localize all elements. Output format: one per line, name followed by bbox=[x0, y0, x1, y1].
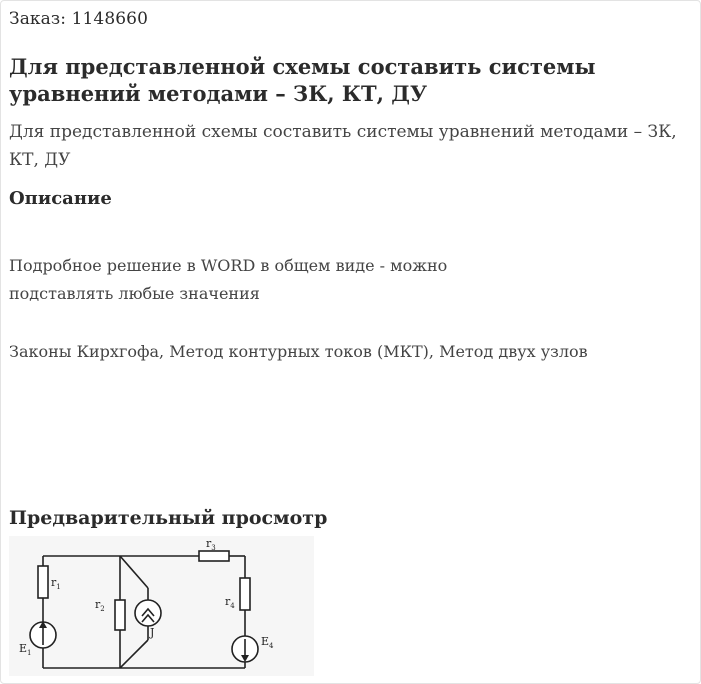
description-paragraph-2: Законы Кирхгофа, Метод контурных токов (МКТ), Метод двух узлов bbox=[9, 342, 588, 361]
resistor-r4 bbox=[240, 578, 250, 610]
description-heading: Описание bbox=[9, 188, 112, 209]
wire-j-top bbox=[120, 556, 148, 588]
label-r1: $r_1$ bbox=[51, 576, 61, 591]
page-title: Для представленной схемы составить системы уравнений методами – ЗК, КТ, ДУ bbox=[9, 54, 596, 106]
description-paragraph-1: Подробное решение в WORD в общем виде - можно подставлять любые значения bbox=[9, 256, 448, 303]
current-source-j bbox=[135, 600, 161, 626]
order-number: Заказ: 1148660 bbox=[9, 9, 149, 29]
wire-j-bottom-2 bbox=[120, 640, 148, 668]
label-e1: $E_1$ bbox=[19, 642, 32, 657]
resistor-r1 bbox=[38, 566, 48, 598]
preview-heading: Предварительный просмотр bbox=[9, 507, 328, 529]
label-r3: $r_3$ bbox=[206, 537, 216, 552]
label-r4: $r_4$ bbox=[225, 595, 235, 610]
circuit-diagram bbox=[9, 536, 314, 676]
resistor-r3 bbox=[199, 551, 229, 561]
label-e4: $E_4$ bbox=[261, 635, 274, 650]
page-subtitle: Для представленной схемы составить системы уравнений методами – ЗК, КТ, ДУ bbox=[9, 122, 677, 170]
resistor-r2 bbox=[115, 600, 125, 630]
label-r2: $r_2$ bbox=[95, 598, 105, 613]
circuit-preview-image bbox=[9, 536, 314, 676]
label-j: J bbox=[150, 626, 155, 639]
